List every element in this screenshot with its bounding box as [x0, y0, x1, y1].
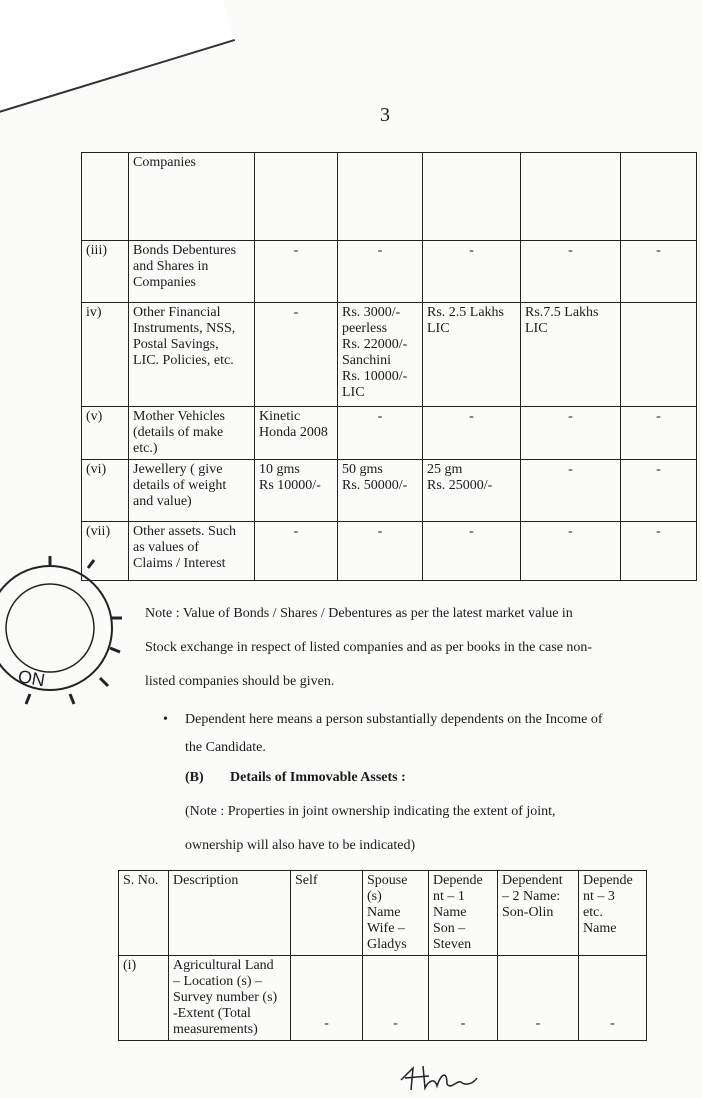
serial-number-cell: (vii): [82, 522, 129, 581]
description-cell: Other assets. Such as values of Claims / Interest: [129, 522, 255, 581]
serial-number-cell: (iii): [82, 241, 129, 303]
description-cell: Other Financial Instruments, NSS, Postal Savings, LIC. Policies, etc.: [129, 303, 255, 407]
value-cell: Rs.7.5 Lakhs LIC: [521, 303, 621, 407]
value-cell: -: [255, 522, 338, 581]
value-cell: -: [255, 303, 338, 407]
table-row: [82, 303, 697, 407]
value-cell: -: [621, 522, 697, 581]
value-cell: -: [498, 956, 579, 1041]
value-cell: -: [423, 522, 521, 581]
section-note-line-1: (Note : Properties in joint ownership indicating the extent of joint,: [185, 804, 556, 819]
signature: [395, 1060, 485, 1094]
description-cell: Agricultural Land – Location (s) – Survey number (s) -Extent (Total measurements): [169, 956, 291, 1041]
value-cell: [255, 153, 338, 241]
column-header: Spouse (s) Name Wife – Gladys: [363, 871, 429, 956]
value-cell: 10 gms Rs 10000/-: [255, 460, 338, 522]
value-cell: -: [423, 407, 521, 460]
value-cell: [521, 153, 621, 241]
value-cell: -: [338, 407, 423, 460]
column-header: Self: [291, 871, 363, 956]
value-cell: -: [291, 956, 363, 1041]
section-b-title: Details of Immovable Assets :: [230, 770, 406, 785]
bullet-line-2: the Candidate.: [185, 740, 266, 755]
value-cell: -: [423, 241, 521, 303]
value-cell: -: [521, 407, 621, 460]
note-line-3: listed companies should be given.: [145, 674, 335, 689]
immovable-assets-table: [118, 870, 647, 1041]
serial-number-cell: (vi): [82, 460, 129, 522]
description-cell: Companies: [129, 153, 255, 241]
value-cell: -: [521, 522, 621, 581]
serial-number-cell: (i): [119, 956, 169, 1041]
value-cell: -: [621, 460, 697, 522]
value-cell: [423, 153, 521, 241]
column-header: Depende nt – 1 Name Son – Steven: [429, 871, 498, 956]
value-cell: 25 gm Rs. 25000/-: [423, 460, 521, 522]
serial-number-cell: (v): [82, 407, 129, 460]
value-cell: -: [521, 241, 621, 303]
description-cell: Mother Vehicles (details of make etc.): [129, 407, 255, 460]
value-cell: Rs. 2.5 Lakhs LIC: [423, 303, 521, 407]
value-cell: -: [621, 407, 697, 460]
value-cell: -: [255, 241, 338, 303]
value-cell: -: [579, 956, 647, 1041]
column-header: Depende nt – 3 etc. Name: [579, 871, 647, 956]
svg-text:ON: ON: [16, 666, 47, 691]
value-cell: -: [338, 241, 423, 303]
movable-assets-table: [81, 152, 697, 581]
table-row: [119, 956, 647, 1041]
bullet-line-1: Dependent here means a person substantially dependents on the Income of: [185, 712, 603, 727]
description-cell: Jewellery ( give details of weight and value): [129, 460, 255, 522]
value-cell: -: [621, 241, 697, 303]
note-line-1: Note : Value of Bonds / Shares / Debentures as per the latest market value in: [145, 606, 573, 621]
value-cell: [338, 153, 423, 241]
column-header: Description: [169, 871, 291, 956]
folded-page-corner: [0, 0, 235, 117]
notary-stamp: [0, 548, 130, 708]
table-row: [82, 407, 697, 460]
serial-number-cell: iv): [82, 303, 129, 407]
bullet-icon: •: [163, 712, 168, 727]
section-note-line-2: ownership will also have to be indicated): [185, 838, 416, 853]
column-header: Dependent – 2 Name: Son-Olin: [498, 871, 579, 956]
value-cell: -: [338, 522, 423, 581]
header-row: [119, 871, 647, 956]
value-cell: [621, 153, 697, 241]
note-line-2: Stock exchange in respect of listed companies and as per books in the case non-: [145, 640, 593, 655]
value-cell: -: [363, 956, 429, 1041]
table-row: [82, 241, 697, 303]
value-cell: Rs. 3000/- peerless Rs. 22000/- Sanchini Rs. 10000/- LIC: [338, 303, 423, 407]
value-cell: -: [521, 460, 621, 522]
section-b-label: (B): [185, 770, 204, 785]
value-cell: Kinetic Honda 2008: [255, 407, 338, 460]
table-row: [82, 153, 697, 241]
value-cell: 50 gms Rs. 50000/-: [338, 460, 423, 522]
description-cell: Bonds Debentures and Shares in Companies: [129, 241, 255, 303]
serial-number-cell: [82, 153, 129, 241]
page-number: 3: [380, 104, 390, 126]
column-header: S. No.: [119, 871, 169, 956]
value-cell: [621, 303, 697, 407]
table-row: [82, 460, 697, 522]
table-row: [82, 522, 697, 581]
value-cell: -: [429, 956, 498, 1041]
